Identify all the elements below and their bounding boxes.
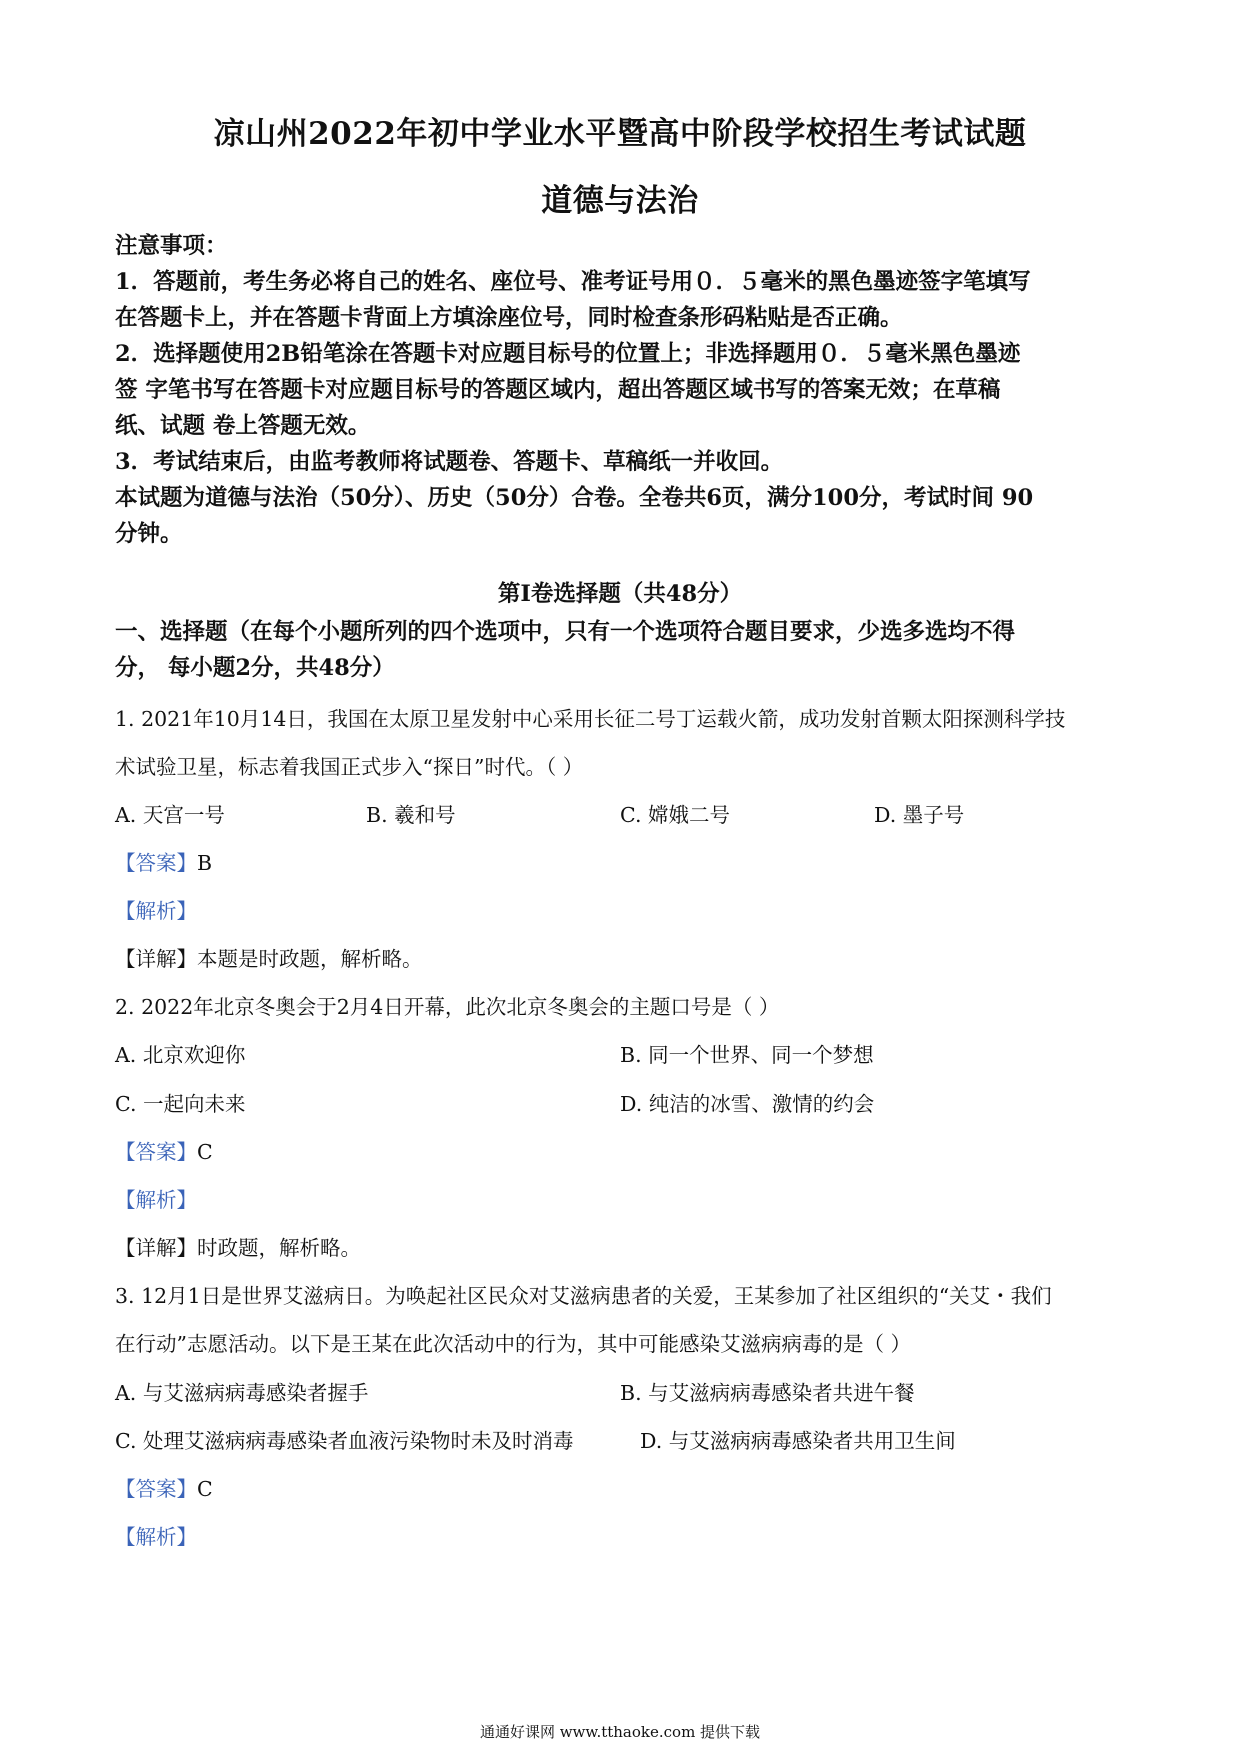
question-3-option-a: A. 与艾滋病病毒感染者握手 — [115, 1381, 369, 1405]
notice-item-3: 3．考试结束后，由监考教师将试题卷、答题卡、草稿纸一并收回。 — [115, 449, 784, 475]
notice-item-2-line-1: 2．选择题使用2B铅笔涂在答题卡对应题目标号的位置上；非选择题用０．５毫米黑色墨迹 — [115, 341, 1021, 367]
exam-info-line-1: 本试题为道德与法治（50分）、历史（50分）合卷。全卷共6页，满分100分，考试时间 90 — [115, 485, 1034, 511]
part-title-line-1: 一、选择题（在每个小题所列的四个选项中，只有一个选项符合题目要求，少选多选均不得 — [115, 619, 1016, 645]
notice-item-1-line-2: 在答题卡上，并在答题卡背面上方填涂座位号，同时检查条形码粘贴是否正确。 — [115, 305, 903, 331]
footer-download-note: 通通好课网 www.tthaoke.com 提供下载 — [479, 1723, 761, 1741]
question-1-analysis — [115, 896, 197, 926]
part-title — [115, 614, 1130, 686]
answer-label: 【答案】 — [115, 1477, 197, 1501]
question-3-option-d: D. 与艾滋病病毒感染者共用卫生间 — [640, 1429, 956, 1453]
notice-item-2-line-2: 签 字笔书写在答题卡对应题目标号的答题区域内，超出答题区域书写的答案无效；在草稿 — [115, 377, 1001, 403]
question-2-detail — [115, 1233, 361, 1263]
answer-label: 【答案】 — [115, 851, 197, 875]
answer-value: C — [197, 1477, 213, 1501]
question-3-answer — [115, 1474, 213, 1504]
detail-text: 时政题，解析略。 — [197, 1236, 361, 1260]
detail-label: 【详解】 — [115, 947, 197, 971]
subject-title: 道德与法治 — [541, 183, 699, 219]
analysis-label: 【解析】 — [115, 1525, 197, 1549]
question-3-option-c: C. 处理艾滋病病毒感染者血液污染物时未及时消毒 — [115, 1429, 574, 1453]
question-3-stem-line-1: 3. 12月1日是世界艾滋病日。为唤起社区民众对艾滋病患者的关爱，王某参加了社区组织的“关艾・我们 — [115, 1284, 1052, 1308]
notice-block — [115, 228, 1130, 552]
volume-title: 第I卷选择题（共48分） — [497, 581, 743, 607]
question-1-detail — [115, 944, 423, 974]
question-1-stem — [115, 704, 1130, 782]
question-3-option-b: B. 与艾滋病病毒感染者共进午餐 — [620, 1381, 915, 1405]
analysis-label: 【解析】 — [115, 899, 197, 923]
answer-value: C — [197, 1140, 213, 1164]
notice-item-2-line-3: 纸、试题 卷上答题无效。 — [115, 413, 371, 439]
answer-value: B — [197, 851, 213, 875]
question-2-answer — [115, 1137, 213, 1167]
question-1-option-c: C. 嫦娥二号 — [620, 803, 730, 827]
question-2-option-a: A. 北京欢迎你 — [115, 1043, 246, 1067]
question-2-option-b: B. 同一个世界、同一个梦想 — [620, 1043, 874, 1067]
detail-text: 本题是时政题，解析略。 — [197, 947, 423, 971]
question-3-stem-line-2: 在行动”志愿活动。以下是王某在此次活动中的行为，其中可能感染艾滋病病毒的是（ ） — [115, 1332, 911, 1356]
notice-item-1-line-1: 1．答题前，考生务必将自己的姓名、座位号、准考证号用０．５毫米的黑色墨迹签字笔填写 — [115, 269, 1031, 295]
question-1-option-d: D. 墨子号 — [874, 803, 965, 827]
analysis-label: 【解析】 — [115, 1188, 197, 1212]
exam-title: 凉山州2022年初中学业水平暨高中阶段学校招生考试试题 — [213, 116, 1027, 152]
question-1-option-b: B. 羲和号 — [366, 803, 456, 827]
question-3-analysis — [115, 1522, 197, 1552]
question-1-option-a: A. 天宫一号 — [115, 803, 225, 827]
question-1-stem-line-1: 1. 2021年10月14日，我国在太原卫星发射中心采用长征二号丁运载火箭，成功发射首颗太阳探测科学技 — [115, 707, 1066, 731]
question-1-stem-line-2: 术试验卫星，标志着我国正式步入“探日”时代。（ ） — [115, 755, 584, 779]
part-title-line-2: 分， 每小题2分，共48分） — [115, 655, 395, 681]
question-2-stem: 2. 2022年北京冬奥会于2月4日开幕，此次北京冬奥会的主题口号是（ ） — [115, 995, 780, 1019]
detail-label: 【详解】 — [115, 1236, 197, 1260]
notice-heading: 注意事项： — [115, 233, 228, 259]
question-2-option-d: D. 纯洁的冰雪、激情的约会 — [620, 1092, 875, 1116]
exam-info-line-2: 分钟。 — [115, 521, 183, 547]
question-2-option-c: C. 一起向未来 — [115, 1092, 246, 1116]
question-2-analysis — [115, 1185, 197, 1215]
question-1-answer — [115, 848, 212, 878]
answer-label: 【答案】 — [115, 1140, 197, 1164]
